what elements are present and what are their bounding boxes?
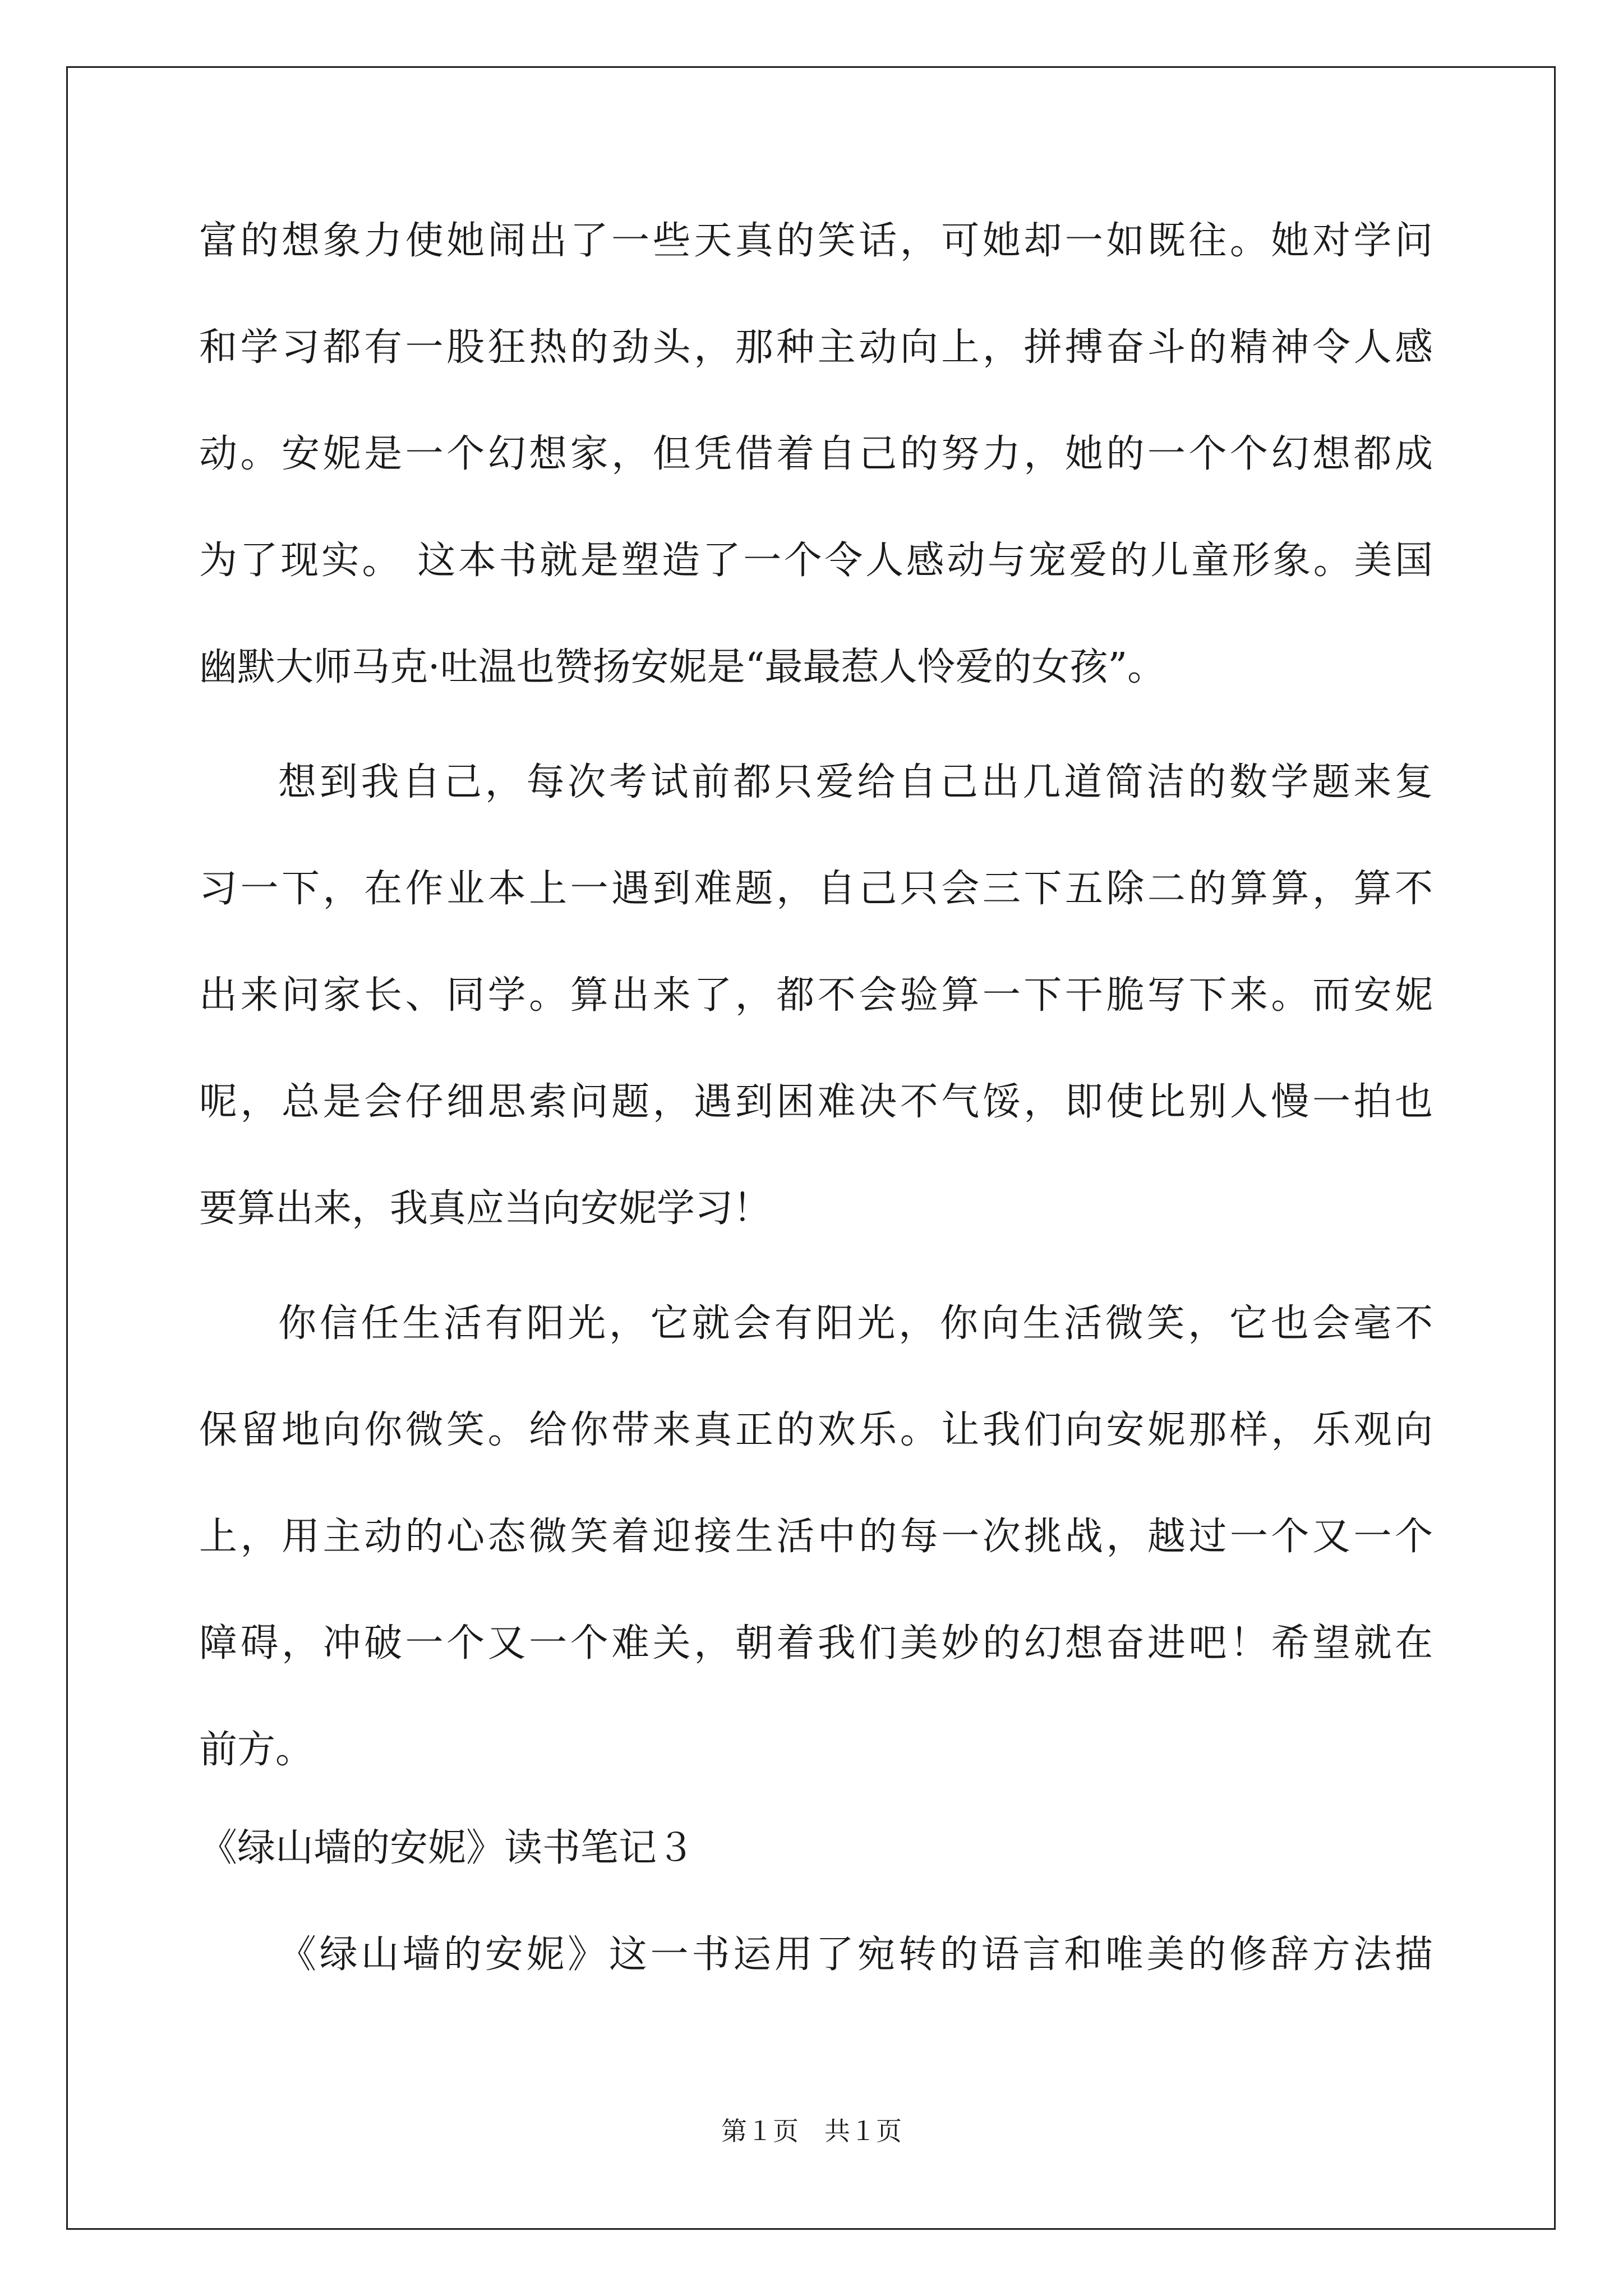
paragraph-3-line-3: 上，用主动的心态微笑着迎接生活中的每一次挑战，越过一个又一个 xyxy=(199,1515,1433,1559)
paragraph-2-line-5: 要算出来，我真应当向安妮学习！ xyxy=(199,1186,772,1231)
paragraph-3-line-1: 你信任生活有阳光，它就会有阳光，你向生活微笑，它也会毫不 xyxy=(278,1301,1433,1346)
paragraph-1-line-1: 富的想象力使她闹出了一些天真的笑话，可她却一如既往。她对学问 xyxy=(199,219,1433,263)
final-paragraph-line-1: 《绿山墙的安妮》这一书运用了宛转的语言和唯美的修辞方法描 xyxy=(278,1932,1433,1977)
paragraph-1-line-4: 为了现实。 这本书就是塑造了一个令人感动与宠爱的儿童形象。美国 xyxy=(199,539,1433,583)
paragraph-2-line-3: 出来问家长、同学。算出来了，都不会验算一下干脆写下来。而安妮 xyxy=(199,973,1433,1018)
section-heading: 《绿山墙的安妮》读书笔记３ xyxy=(199,1826,695,1870)
paragraph-3-line-2: 保留地向你微笑。给你带来真正的欢乐。让我们向安妮那样，乐观向 xyxy=(199,1408,1433,1452)
paragraph-2-line-4: 呢，总是会仔细思索问题，遇到困难决不气馁，即使比别人慢一拍也 xyxy=(199,1080,1433,1124)
paragraph-2-line-1: 想到我自己，每次考试前都只爱给自己出几道简洁的数学题来复 xyxy=(278,760,1433,804)
paragraph-1-line-3: 动。安妮是一个幻想家，但凭借着自己的努力，她的一个个幻想都成 xyxy=(199,432,1433,476)
page-border xyxy=(66,66,1556,2230)
paragraph-2-line-2: 习一下，在作业本上一遇到难题，自己只会三下五除二的算算，算不 xyxy=(199,867,1433,911)
paragraph-1-line-5: 幽默大师马克·吐温也赞扬安妮是“最最惹人怜爱的女孩”。 xyxy=(199,645,1166,689)
page-number-footer: 第１页 共１页 xyxy=(721,2117,902,2146)
paragraph-1-line-2: 和学习都有一股狂热的劲头，那种主动向上，拼搏奋斗的精神令人感 xyxy=(199,325,1433,370)
paragraph-3-line-4: 障碍，冲破一个又一个难关，朝着我们美妙的幻想奋进吧！希望就在 xyxy=(199,1621,1433,1665)
paragraph-3-line-5: 前方。 xyxy=(199,1728,314,1772)
